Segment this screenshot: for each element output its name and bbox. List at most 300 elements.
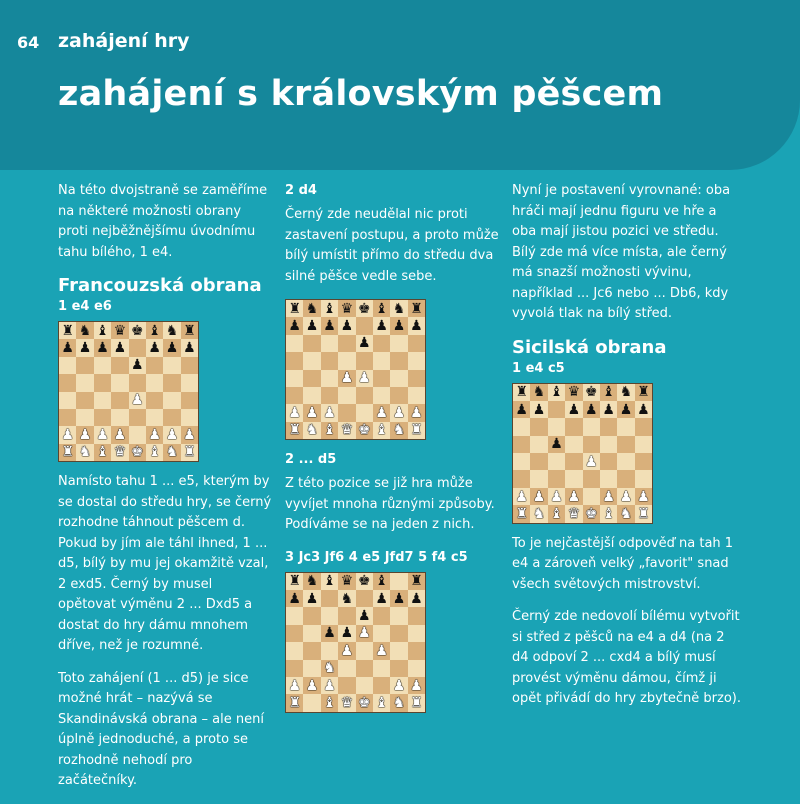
page-title: zahájení s královským pěšcem (58, 74, 664, 114)
board-square (356, 660, 373, 677)
board-square (635, 401, 652, 418)
move-heading-3: 3 Jc3 Jf6 4 e5 Jfd7 5 f4 c5 (285, 549, 468, 565)
white-pawn-icon: ♟ (567, 488, 581, 505)
board-square (635, 453, 652, 470)
column-1 (58, 181, 273, 804)
black-pawn-icon: ♟ (165, 340, 179, 357)
board-square (617, 418, 634, 435)
board-square (303, 590, 320, 607)
white-pawn-icon: ♟ (305, 677, 319, 694)
black-king-icon: ♚ (357, 573, 371, 590)
board-square (617, 488, 634, 505)
board-square (390, 300, 407, 317)
board-square (408, 625, 425, 642)
board-square (321, 694, 338, 711)
board-square (408, 660, 425, 677)
board-square (94, 357, 111, 374)
board-square (181, 374, 198, 391)
board-square (600, 488, 617, 505)
board-square (286, 625, 303, 642)
board-square (617, 384, 634, 401)
white-knight-icon: ♞ (165, 444, 179, 461)
board-square (94, 322, 111, 339)
board-square (321, 352, 338, 369)
french-paragraph-1: Namísto tahu 1 ... e5, kterým by se dostal do středu hry, se černý rozhodne táhnout pěšcem d. Pokud by jím ale táhl ihned, 1 ... d5, bílý by mu jej okamžitě vzal, 2 exd5. Černý by musel opětovat výměnu 2 ... Dxd5 a dostat do hry dámu mnohem dříve, než je rozumné. (58, 474, 272, 654)
board-square (163, 426, 180, 443)
board-square (548, 505, 565, 522)
board-square (59, 409, 76, 426)
board-square (390, 660, 407, 677)
board-square (146, 444, 163, 461)
board-square (338, 370, 355, 387)
white-knight-icon: ♞ (78, 444, 92, 461)
board-square (129, 374, 146, 391)
white-bishop-icon: ♝ (375, 422, 388, 439)
board-square (286, 660, 303, 677)
white-pawn-icon: ♟ (61, 427, 74, 444)
board-square (146, 322, 163, 339)
board-square (94, 374, 111, 391)
board-square (321, 387, 338, 404)
board-square (321, 404, 338, 421)
board-square (390, 317, 407, 334)
board-square (338, 677, 355, 694)
board-square (321, 335, 338, 352)
board-square (163, 392, 180, 409)
board-square (338, 317, 355, 334)
black-queen-icon: ♛ (113, 322, 127, 339)
board-square (600, 505, 617, 522)
white-knight-icon: ♞ (392, 422, 406, 439)
board-square (338, 387, 355, 404)
board-square (583, 418, 600, 435)
board-square (59, 374, 76, 391)
board-square (356, 422, 373, 439)
white-pawn-icon: ♟ (113, 427, 127, 444)
white-rook-icon: ♜ (61, 444, 74, 461)
board-square (408, 317, 425, 334)
column-2 (285, 181, 503, 723)
board-square (303, 573, 320, 590)
board-square (635, 505, 652, 522)
board-square (129, 339, 146, 356)
board-square (338, 573, 355, 590)
board-square (600, 384, 617, 401)
board-square (356, 335, 373, 352)
board-square (356, 607, 373, 624)
board-square (373, 694, 390, 711)
board-square (408, 352, 425, 369)
white-queen-icon: ♛ (340, 695, 354, 712)
black-bishop-icon: ♝ (148, 322, 161, 339)
board-square (146, 374, 163, 391)
white-king-icon: ♚ (357, 422, 371, 439)
board-square (583, 488, 600, 505)
white-pawn-icon: ♟ (392, 677, 406, 694)
board-square (286, 387, 303, 404)
white-bishop-icon: ♝ (323, 695, 336, 712)
board-square (530, 488, 547, 505)
board-square (94, 339, 111, 356)
white-pawn-icon: ♟ (375, 405, 388, 422)
black-pawn-icon: ♟ (550, 436, 563, 453)
board-square (583, 470, 600, 487)
board-square (286, 642, 303, 659)
board-square (94, 392, 111, 409)
board-square (390, 694, 407, 711)
board-square (338, 422, 355, 439)
board-square (111, 339, 128, 356)
board-square (390, 677, 407, 694)
board-square (530, 505, 547, 522)
board-square (408, 335, 425, 352)
board-square (617, 453, 634, 470)
board-square (129, 409, 146, 426)
black-king-icon: ♚ (130, 322, 144, 339)
board-square (635, 384, 652, 401)
board-square (617, 401, 634, 418)
board-square (338, 660, 355, 677)
black-rook-icon: ♜ (183, 322, 196, 339)
black-queen-icon: ♛ (567, 384, 581, 401)
board-square (338, 590, 355, 607)
board-square (530, 418, 547, 435)
board-square (408, 590, 425, 607)
board-square (530, 470, 547, 487)
board-square (338, 625, 355, 642)
board-square (338, 404, 355, 421)
board-square (373, 625, 390, 642)
white-rook-icon: ♜ (515, 505, 528, 522)
board-square (548, 401, 565, 418)
board-square (356, 387, 373, 404)
black-rook-icon: ♜ (410, 573, 423, 590)
white-pawn-icon: ♟ (340, 642, 354, 659)
black-bishop-icon: ♝ (375, 300, 388, 317)
white-pawn-icon: ♟ (288, 677, 301, 694)
board-square (303, 422, 320, 439)
board-square (600, 470, 617, 487)
black-pawn-icon: ♟ (288, 318, 301, 335)
board-square (373, 573, 390, 590)
board-square (356, 677, 373, 694)
move-heading-2: 2 ... d5 (285, 452, 337, 468)
board-square (321, 573, 338, 590)
board-square (111, 444, 128, 461)
french-paragraph-2: Toto zahájení (1 ... d5) je sice možné hrát – nazývá se Skandinávská obrana – ale není úplně jednoduché, a proto se rozhodně nehodí pro začátečníky. (58, 670, 264, 789)
board-square (635, 436, 652, 453)
board-square (111, 392, 128, 409)
white-queen-icon: ♛ (113, 444, 127, 461)
board-square (513, 505, 530, 522)
board-square (129, 444, 146, 461)
board-square (286, 317, 303, 334)
white-rook-icon: ♜ (288, 695, 301, 712)
white-pawn-icon: ♟ (532, 488, 546, 505)
black-pawn-icon: ♟ (375, 590, 388, 607)
white-knight-icon: ♞ (532, 505, 546, 522)
board-square (76, 374, 93, 391)
black-king-icon: ♚ (584, 384, 598, 401)
black-pawn-icon: ♟ (637, 401, 650, 418)
french-defense-heading: Francouzská obrana (58, 275, 262, 296)
black-rook-icon: ♜ (288, 300, 301, 317)
black-knight-icon: ♞ (165, 322, 179, 339)
board-square (286, 573, 303, 590)
white-rook-icon: ♜ (183, 444, 196, 461)
board-square (163, 374, 180, 391)
sicilian-paragraph-2: Černý zde nedovolí bílému vytvořit si střed z pěšců na e4 a d4 (na 2 d4 odpoví 2 ... cxd4 a bílý musí provést výměnu dámou, čímž ji opět přivádí do hry zbytečně brzo). (512, 609, 742, 707)
black-knight-icon: ♞ (78, 322, 92, 339)
black-bishop-icon: ♝ (323, 573, 336, 590)
white-pawn-icon: ♟ (357, 625, 371, 642)
board-square (565, 470, 582, 487)
board-square (59, 426, 76, 443)
board-square (94, 426, 111, 443)
board-square (303, 335, 320, 352)
board-square (303, 677, 320, 694)
board-square (146, 426, 163, 443)
board-square (356, 300, 373, 317)
board-square (111, 409, 128, 426)
board-square (181, 392, 198, 409)
board-square (408, 387, 425, 404)
white-pawn-icon: ♟ (183, 427, 196, 444)
board-square (390, 642, 407, 659)
white-pawn-icon: ♟ (340, 370, 354, 387)
board-square (338, 335, 355, 352)
board-square (408, 677, 425, 694)
sicilian-paragraph-1: To je nejčastější odpověď na tah 1 e4 a zároveň velký „favorit" snad všech světových mistrovství. (512, 535, 734, 592)
board-square (286, 370, 303, 387)
board-square (303, 642, 320, 659)
board-square (146, 392, 163, 409)
board-square (129, 392, 146, 409)
board-square (600, 418, 617, 435)
white-pawn-icon: ♟ (375, 642, 388, 659)
board-square (390, 387, 407, 404)
black-bishop-icon: ♝ (96, 322, 109, 339)
board-square (286, 694, 303, 711)
board-square (94, 444, 111, 461)
board-square (321, 300, 338, 317)
board-square (111, 322, 128, 339)
section-label: zahájení hry (58, 30, 190, 52)
board-square (565, 418, 582, 435)
black-queen-icon: ♛ (340, 573, 354, 590)
white-king-icon: ♚ (584, 505, 598, 522)
board-square (59, 322, 76, 339)
black-knight-icon: ♞ (392, 300, 406, 317)
column-3 (512, 181, 744, 722)
white-pawn-icon: ♟ (288, 405, 301, 422)
board-square (513, 401, 530, 418)
board-square (356, 352, 373, 369)
board-square (408, 694, 425, 711)
board-square (303, 404, 320, 421)
board-square (321, 642, 338, 659)
white-bishop-icon: ♝ (323, 422, 336, 439)
board-square (303, 607, 320, 624)
board-square (338, 642, 355, 659)
black-bishop-icon: ♝ (602, 384, 615, 401)
board-square (390, 335, 407, 352)
white-knight-icon: ♞ (392, 695, 406, 712)
board-square (181, 426, 198, 443)
board-square (356, 404, 373, 421)
board-square (565, 505, 582, 522)
board-square (338, 352, 355, 369)
board-square (303, 317, 320, 334)
white-pawn-icon: ♟ (148, 427, 161, 444)
white-pawn-icon: ♟ (550, 488, 563, 505)
board-square (286, 590, 303, 607)
black-rook-icon: ♜ (61, 322, 74, 339)
page-number: 64 (17, 33, 40, 52)
board-square (548, 470, 565, 487)
white-pawn-icon: ♟ (584, 453, 598, 470)
board-square (286, 352, 303, 369)
board-square (513, 488, 530, 505)
black-pawn-icon: ♟ (340, 318, 354, 335)
board-square (129, 426, 146, 443)
board-square (548, 436, 565, 453)
board-square (111, 357, 128, 374)
board-square (76, 357, 93, 374)
board-square (565, 453, 582, 470)
board-square (408, 573, 425, 590)
page-header (0, 0, 800, 170)
board-square (390, 607, 407, 624)
white-pawn-icon: ♟ (305, 405, 319, 422)
board-square (373, 387, 390, 404)
board-square (373, 404, 390, 421)
board-square (408, 404, 425, 421)
black-pawn-icon: ♟ (567, 401, 581, 418)
black-pawn-icon: ♟ (113, 340, 127, 357)
black-pawn-icon: ♟ (288, 590, 301, 607)
board-square (373, 300, 390, 317)
board-square (408, 607, 425, 624)
board-square (111, 426, 128, 443)
white-bishop-icon: ♝ (375, 695, 388, 712)
board-square (513, 453, 530, 470)
black-pawn-icon: ♟ (183, 340, 196, 357)
board-square (373, 642, 390, 659)
white-pawn-icon: ♟ (410, 677, 423, 694)
black-pawn-icon: ♟ (96, 340, 109, 357)
black-pawn-icon: ♟ (130, 357, 144, 374)
board-square (76, 392, 93, 409)
board-square (129, 357, 146, 374)
move-paragraph-2: Z této pozice se již hra může vyvíjet mnoha různými způsoby. Podíváme se na jeden z nich. (285, 476, 495, 533)
chess-board-d4 (285, 299, 426, 440)
board-square (408, 300, 425, 317)
balanced-paragraph: Nyní je postavení vyrovnané: oba hráči mají jednu figuru ve hře a oba mají jistou pozici ve středu. Bílý zde má více místa, ale černý má snazší možnosti vývinu, například ... Jc6 nebo ... Db6, kdy vyvolá tlak na bílý střed. (512, 183, 731, 321)
board-square (76, 426, 93, 443)
board-square (303, 300, 320, 317)
board-square (408, 370, 425, 387)
board-square (548, 488, 565, 505)
board-square (513, 418, 530, 435)
black-pawn-icon: ♟ (392, 590, 406, 607)
board-square (338, 607, 355, 624)
black-knight-icon: ♞ (305, 573, 319, 590)
white-pawn-icon: ♟ (323, 677, 336, 694)
board-square (129, 322, 146, 339)
board-square (635, 418, 652, 435)
white-pawn-icon: ♟ (357, 370, 371, 387)
board-square (181, 322, 198, 339)
board-square (286, 335, 303, 352)
board-square (303, 352, 320, 369)
board-square (286, 677, 303, 694)
chess-board-sicilian (512, 383, 653, 524)
white-pawn-icon: ♟ (392, 405, 406, 422)
board-square (146, 409, 163, 426)
board-square (373, 317, 390, 334)
board-square (163, 357, 180, 374)
board-square (59, 444, 76, 461)
board-square (321, 625, 338, 642)
board-square (583, 453, 600, 470)
white-queen-icon: ♛ (340, 422, 354, 439)
board-square (548, 453, 565, 470)
black-pawn-icon: ♟ (340, 625, 354, 642)
black-pawn-icon: ♟ (532, 401, 546, 418)
board-square (59, 392, 76, 409)
white-pawn-icon: ♟ (130, 392, 144, 409)
white-bishop-icon: ♝ (602, 505, 615, 522)
board-square (548, 418, 565, 435)
black-knight-icon: ♞ (619, 384, 633, 401)
black-pawn-icon: ♟ (515, 401, 528, 418)
board-square (513, 436, 530, 453)
board-square (321, 422, 338, 439)
board-square (390, 370, 407, 387)
black-rook-icon: ♜ (410, 300, 423, 317)
black-pawn-icon: ♟ (392, 318, 406, 335)
sicilian-defense-heading: Sicilská obrana (512, 336, 667, 358)
board-square (59, 339, 76, 356)
french-defense-moves: 1 e4 e6 (58, 299, 112, 314)
board-square (356, 370, 373, 387)
black-pawn-icon: ♟ (61, 340, 74, 357)
board-square (530, 436, 547, 453)
board-square (356, 642, 373, 659)
board-square (321, 607, 338, 624)
board-square (303, 387, 320, 404)
board-square (390, 404, 407, 421)
board-square (565, 401, 582, 418)
board-square (600, 401, 617, 418)
board-square (59, 357, 76, 374)
board-square (146, 357, 163, 374)
board-square (373, 335, 390, 352)
board-square (356, 625, 373, 642)
board-square (513, 384, 530, 401)
black-pawn-icon: ♟ (357, 335, 371, 352)
board-square (373, 607, 390, 624)
board-square (286, 422, 303, 439)
board-square (163, 409, 180, 426)
board-square (76, 322, 93, 339)
board-square (286, 300, 303, 317)
black-pawn-icon: ♟ (323, 625, 336, 642)
board-square (373, 590, 390, 607)
white-rook-icon: ♜ (410, 695, 423, 712)
board-square (373, 422, 390, 439)
